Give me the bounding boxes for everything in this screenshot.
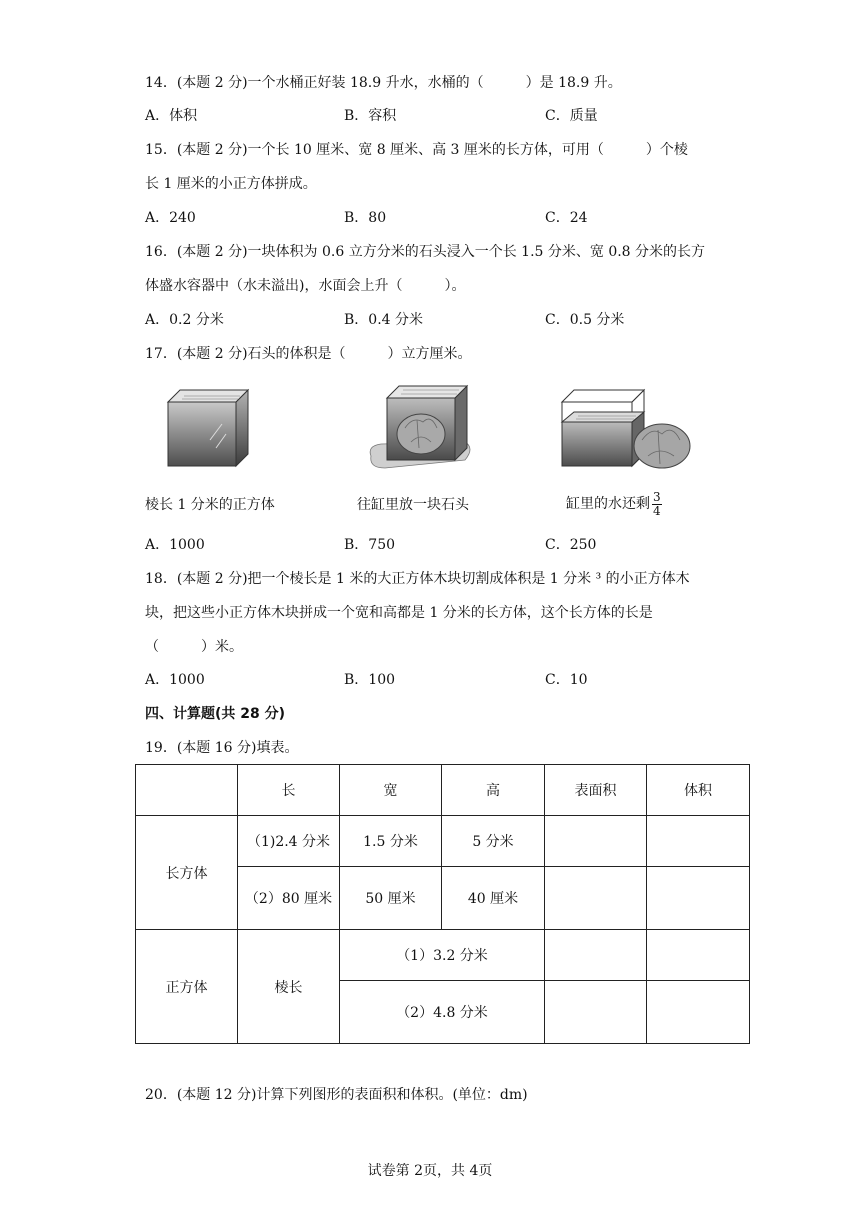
header-height: 高: [442, 765, 545, 816]
fraction-three-quarters: [652, 491, 662, 518]
cuboid-1-length: （1)2.4 分米: [238, 816, 340, 867]
cube-2-edge: （2）4.8 分米: [340, 981, 545, 1044]
q14-option-a: A．体积: [145, 108, 198, 124]
section-heading: 四、计算题(共 28 分): [145, 706, 286, 722]
question-17-text: 17．(本题 2 分)石头的体积是（ ）立方厘米。: [145, 346, 472, 362]
q15-option-b: B．80: [344, 210, 387, 226]
q16-option-a: A．0.2 分米: [145, 312, 224, 328]
header-width: 宽: [340, 765, 442, 816]
cube-with-water-figure: [160, 380, 260, 470]
tank-with-remaining-water-figure: [556, 382, 696, 472]
table-row: [136, 930, 750, 981]
q14-option-b: B．容积: [344, 108, 397, 124]
q17-option-b: B．750: [344, 537, 396, 553]
question-20-text: 20．(本题 12 分)计算下列图形的表面积和体积。(单位：dm): [145, 1087, 528, 1103]
header-surface-area: 表面积: [545, 765, 647, 816]
cube-label: 正方体: [136, 930, 238, 1044]
cuboid-2-height: 40 厘米: [442, 867, 545, 930]
question-14-text: 14．(本题 2 分)一个水桶正好装 18.9 升水，水桶的（ ）是 18.9 升。: [145, 75, 622, 91]
cuboid-2-surface-area-blank: [545, 867, 647, 930]
cuboid-1-height: 5 分米: [442, 816, 545, 867]
cuboid-2-length: （2）80 厘米: [238, 867, 340, 930]
fraction-denominator: 4: [653, 503, 661, 518]
cuboid-1-volume-blank: [647, 816, 750, 867]
cuboid-1-surface-area-blank: [545, 816, 647, 867]
cuboid-2-width: 50 厘米: [340, 867, 442, 930]
q17-option-a: A．1000: [145, 537, 205, 553]
cuboid-label: 长方体: [136, 816, 238, 930]
cube-1-volume-blank: [647, 930, 750, 981]
q14-option-c: C．质量: [545, 108, 598, 124]
header-length: 长: [238, 765, 340, 816]
q18-option-a: A．1000: [145, 672, 205, 688]
page-footer: 试卷第 2页，共 4页: [367, 1163, 493, 1179]
question-15-line-2: 长 1 厘米的小正方体拼成。: [145, 176, 317, 192]
caption-cube: 棱长 1 分米的正方体: [145, 497, 275, 513]
stone-in-tank-figure: [365, 376, 475, 472]
cuboid-1-width: 1.5 分米: [340, 816, 442, 867]
table-header-row: [136, 765, 750, 816]
table-row: [136, 816, 750, 867]
question-15-line-1: 15．(本题 2 分)一个长 10 厘米、宽 8 厘米、高 3 厘米的长方体，可用（ ）个棱: [145, 142, 688, 158]
q18-option-c: C．10: [545, 672, 588, 688]
question-18-line-3: （ ）米。: [145, 639, 243, 655]
q17-option-c: C．250: [545, 537, 597, 553]
cube-1-edge: （1）3.2 分米: [340, 930, 545, 981]
header-empty-cell: [136, 765, 238, 816]
question-16-line-1: 16．(本题 2 分)一块体积为 0.6 立方分米的石头浸入一个长 1.5 分米、宽 0.8 分米的长方: [145, 244, 706, 260]
cube-1-surface-area-blank: [545, 930, 647, 981]
q15-option-c: C．24: [545, 210, 588, 226]
q16-option-c: C．0.5 分米: [545, 312, 625, 328]
q16-option-b: B．0.4 分米: [344, 312, 424, 328]
question-16-line-2: 体盛水容器中（水未溢出)，水面会上升（ ）。: [145, 278, 466, 294]
question-19-text: 19．(本题 16 分)填表。: [145, 740, 299, 756]
cube-edge-label: 棱长: [238, 930, 340, 1044]
q18-option-b: B．100: [344, 672, 396, 688]
header-volume: 体积: [647, 765, 750, 816]
question-18-line-2: 块，把这些小正方体木块拼成一个宽和高都是 1 分米的长方体，这个长方体的长是: [145, 605, 653, 621]
fill-in-table: [135, 764, 750, 1044]
q15-option-a: A．240: [145, 210, 196, 226]
caption-stone: 往缸里放一块石头: [357, 497, 469, 513]
question-18-line-1: 18．(本题 2 分)把一个棱长是 1 米的大正方体木块切割成体积是 1 分米 ³ 的小正方体木: [145, 571, 690, 587]
cuboid-2-volume-blank: [647, 867, 750, 930]
cube-2-surface-area-blank: [545, 981, 647, 1044]
fraction-numerator: 3: [653, 489, 661, 504]
cube-2-volume-blank: [647, 981, 750, 1044]
caption-remaining-water-text: 缸里的水还剩: [566, 496, 650, 512]
caption-remaining-water: [566, 489, 662, 519]
